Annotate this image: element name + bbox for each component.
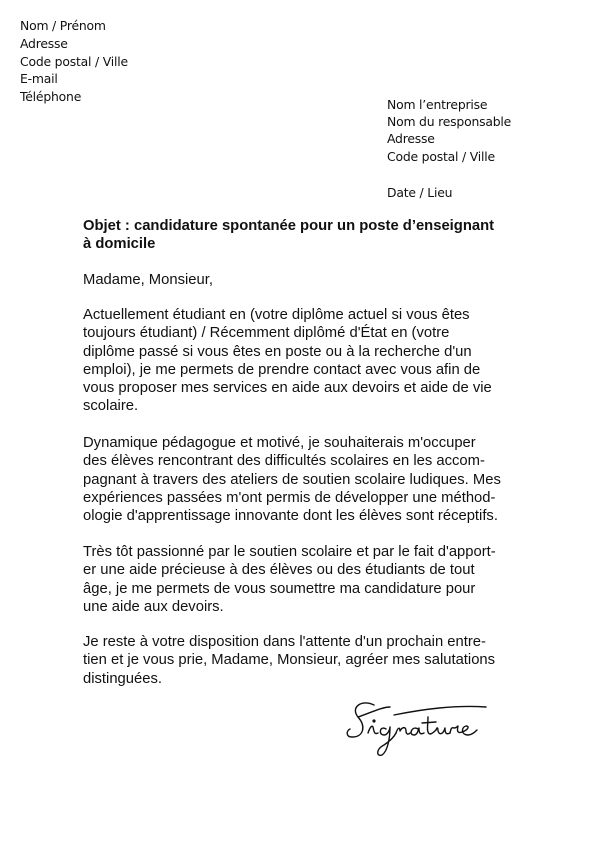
subject-line: à domicile (83, 236, 156, 253)
paragraph-line: er une aide précieuse à des élèves ou des étudiants de tout (83, 562, 475, 579)
date-place: Date / Lieu (387, 184, 453, 200)
recipient-postal-city: Code postal / Ville (387, 148, 495, 164)
paragraph-line: âge, je me permets de vous soumettre ma candidature pour (83, 580, 476, 597)
paragraph-closing (83, 633, 523, 688)
paragraph-line: ologie d'apprentissage innovante dont les élèves sont réceptifs. (83, 508, 498, 525)
paragraph-line: toujours étudiant) / Récemment diplômé d'État en (votre (83, 325, 450, 342)
paragraph-line: distinguées. (83, 670, 162, 687)
paragraph-line: emploi), je me permets de prendre contact avec vous afin de (83, 361, 481, 378)
paragraph-line: Très tôt passionné par le soutien scolaire et par le fait d'apport- (83, 544, 496, 560)
sender-email: E-mail (20, 71, 58, 87)
recipient-block (387, 96, 511, 201)
recipient-company: Nom l’entreprise (387, 97, 488, 112)
paragraph-line: Actuellement étudiant en (votre diplôme actuel si vous êtes (83, 307, 470, 323)
sender-phone: Téléphone (20, 89, 82, 105)
paragraph-introduction (83, 306, 523, 416)
paragraph-line: des élèves rencontrant des difficultés scolaires en les accom- (83, 453, 485, 470)
signature-image (344, 693, 494, 763)
paragraph-line: une aide aux devoirs. (83, 598, 224, 615)
sender-block (20, 17, 128, 106)
paragraph-line: scolaire. (83, 398, 139, 415)
recipient-address: Adresse (387, 131, 435, 147)
sender-name: Nom / Prénom (20, 18, 106, 33)
paragraph-line: Dynamique pédagogue et motivé, je souhaiterais m'occuper (83, 435, 476, 451)
paragraph-line: pagnant à travers des ateliers de soutien scolaire ludiques. Mes (83, 471, 501, 488)
recipient-manager: Nom du responsable (387, 114, 512, 130)
sender-address: Adresse (20, 35, 68, 51)
paragraph-line: tien et je vous prie, Madame, Monsieur, agréer mes salutations (83, 652, 496, 669)
paragraph-application (83, 543, 523, 616)
subject-line: Objet : candidature spontanée pour un poste d’enseignant (83, 218, 495, 234)
paragraph-line: vous proposer mes services en aide aux devoirs et aide de vie (83, 380, 492, 397)
letter-greeting: Madame, Monsieur, (83, 272, 213, 288)
paragraph-motivation (83, 434, 523, 525)
paragraph-line: expériences passées m'ont permis de développer une méthod- (83, 489, 496, 506)
paragraph-line: diplôme passé si vous êtes en poste ou à la recherche d'un (83, 343, 472, 360)
letter-subject (83, 217, 523, 254)
sender-postal-city: Code postal / Ville (20, 53, 128, 69)
paragraph-line: Je reste à votre disposition dans l'attente d'un prochain entre- (83, 634, 486, 650)
